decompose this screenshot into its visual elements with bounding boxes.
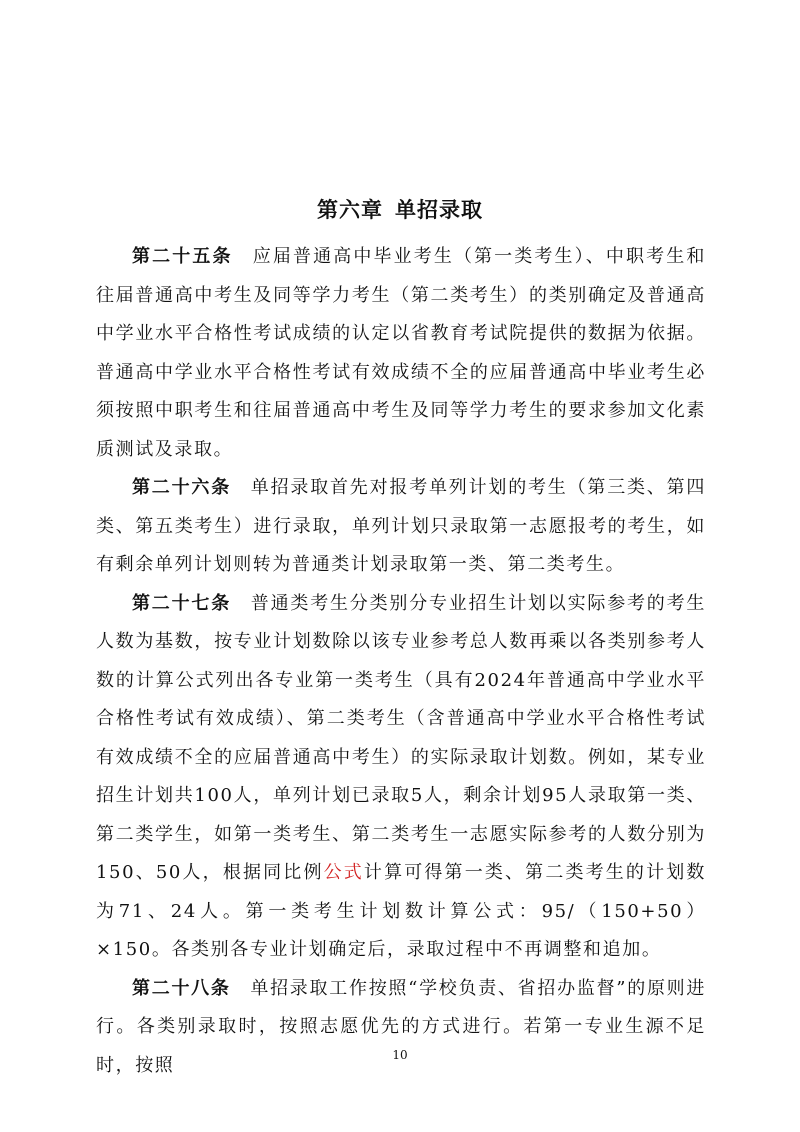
chapter-number: 第六章 (317, 198, 383, 222)
article-label: 第二十五条 (132, 246, 233, 267)
article-text-continued: 计算可得第一类、第二类考生的计划数为71、24人。第一类考生计划数计算公式：95/（150+50）×150。各类别各专业计划确定后，录取过程中不再调整和追加。 (96, 862, 706, 960)
chapter-title (0, 194, 800, 224)
article-label: 第二十八条 (132, 977, 231, 999)
chapter-name: 单招录取 (395, 198, 483, 222)
article-label: 第二十七条 (132, 592, 231, 614)
highlighted-term: 公式 (323, 862, 364, 883)
article-26 (96, 469, 706, 585)
article-text: 普通类考生分类别分专业招生计划以实际参考的考生人数为基数，按专业计划数除以该专业参考总人数再乘以各类别参考人数的计算公式列出各专业第一类考生（具有2024年普通高中学业水平合格性考试有效成绩）、第二类考生（含普通高中学业水平合格性考试有效成绩不全的应届普通高中考生）的实际录取计划数。例如，某专业招生计划共100人，单列计划已录取5人，剩余计划95人录取第一类、第二类学生，如第一类考生、第二类考生一志愿实际参考的人数分别为150、50人，根据同比例 (96, 592, 706, 883)
article-25 (96, 238, 706, 469)
article-label: 第二十六条 (132, 477, 231, 498)
article-28 (96, 970, 706, 1086)
article-text: 应届普通高中毕业考生（第一类考生）、中职考生和往届普通高中考生及同等学力考生（第二类考生）的类别确定及普通高中学业水平合格性考试成绩的认定以省教育考试院提供的数据为依据。普通高中学业水平合格性考试有效成绩不全的应届普通高中毕业考生必须按照中职考生和往届普通高中考生及同等学力考生的要求参加文化素质测试及录取。 (96, 246, 706, 460)
article-27 (96, 585, 706, 970)
document-body (96, 238, 706, 1085)
article-text: 单招录取工作按照“学校负责、省招办监督”的原则进行。各类别录取时，按照志愿优先的方式进行。若第一专业生源不足时，按照 (96, 977, 706, 1076)
page-number: 10 (392, 1048, 408, 1062)
article-text: 单招录取首先对报考单列计划的考生（第三类、第四类、第五类考生）进行录取，单列计划只录取第一志愿报考的考生，如有剩余单列计划则转为普通类计划录取第一类、第二类考生。 (96, 477, 706, 575)
